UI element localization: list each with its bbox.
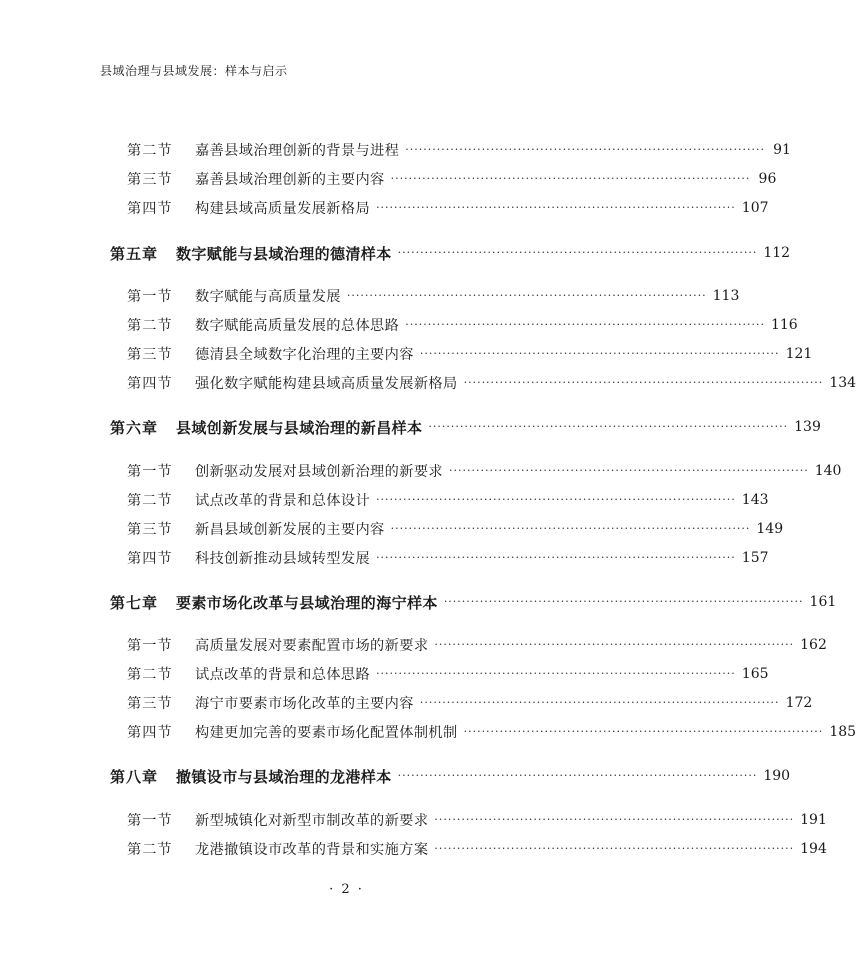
toc-entry-title: 嘉善县域治理创新的主要内容 bbox=[195, 172, 385, 188]
toc-entry-label: 第二节 bbox=[127, 493, 173, 509]
toc-entry[interactable] bbox=[127, 370, 856, 396]
dot-leader: ················································································ bbox=[428, 420, 789, 433]
toc-chapter[interactable] bbox=[110, 763, 791, 789]
toc-entry[interactable] bbox=[127, 516, 784, 542]
toc-entry[interactable] bbox=[127, 283, 740, 309]
dot-leader: ················································································ bbox=[419, 696, 780, 709]
toc-entry[interactable] bbox=[127, 458, 842, 484]
toc-chapter-title: 数字赋能与县域治理的德清样本 bbox=[176, 244, 392, 263]
toc-entry-label: 第二节 bbox=[127, 667, 173, 683]
toc-entry-label: 第四节 bbox=[127, 201, 173, 217]
toc-entry-title: 德清县全域数字化治理的主要内容 bbox=[195, 347, 414, 363]
toc-entry-title: 高质量发展对要素配置市场的新要求 bbox=[195, 638, 429, 654]
toc-entry[interactable] bbox=[127, 719, 856, 745]
running-header: 县域治理与县域发展：样本与启示 bbox=[100, 64, 288, 78]
toc-entry-page: 157 bbox=[741, 550, 769, 566]
toc-entry-title: 数字赋能高质量发展的总体思路 bbox=[195, 318, 400, 334]
toc-entry-title: 构建县域高质量发展新格局 bbox=[195, 201, 371, 217]
dot-leader: ················································································ bbox=[405, 318, 765, 331]
toc-entry-label: 第四节 bbox=[127, 551, 173, 567]
toc-entry[interactable] bbox=[127, 807, 827, 833]
dot-leader: ················································································ bbox=[397, 246, 758, 259]
toc-chapter-label: 第七章 bbox=[110, 593, 159, 612]
toc-entry-label: 第四节 bbox=[127, 376, 173, 392]
toc-chapter[interactable] bbox=[110, 240, 791, 266]
toc-chapter-page: 190 bbox=[763, 768, 791, 784]
toc-entry-page: 113 bbox=[712, 288, 740, 304]
toc-entry[interactable] bbox=[127, 632, 827, 658]
dot-leader: ················································································ bbox=[397, 769, 758, 782]
toc-entry-title: 强化数字赋能构建县域高质量发展新格局 bbox=[195, 376, 458, 392]
toc-entry-page: 149 bbox=[756, 521, 784, 537]
toc-entry-page: 134 bbox=[829, 375, 856, 391]
dot-leader: ················································································ bbox=[390, 172, 751, 185]
toc-entry-page: 194 bbox=[800, 841, 827, 857]
toc-chapter-title: 要素市场化改革与县域治理的海宁样本 bbox=[176, 593, 438, 612]
toc-chapter[interactable] bbox=[110, 589, 837, 615]
toc-entry[interactable] bbox=[127, 341, 813, 367]
dot-leader: ················································································ bbox=[346, 289, 707, 302]
dot-leader: ················································································ bbox=[376, 201, 736, 214]
toc-entry-title: 数字赋能与高质量发展 bbox=[195, 289, 341, 305]
toc-entry-page: 140 bbox=[814, 463, 842, 479]
dot-leader: ················································································ bbox=[419, 347, 780, 360]
dot-leader: ················································································ bbox=[449, 464, 809, 477]
toc-chapter-page: 112 bbox=[763, 245, 791, 261]
toc-entry-title: 龙港撤镇设市改革的背景和实施方案 bbox=[195, 842, 429, 858]
toc-entry[interactable] bbox=[127, 690, 813, 716]
toc-entry[interactable] bbox=[127, 487, 769, 513]
dot-leader: ················································································ bbox=[405, 143, 765, 156]
toc-chapter-page: 161 bbox=[809, 594, 837, 610]
toc-entry[interactable] bbox=[127, 312, 798, 338]
toc-entry-label: 第三节 bbox=[127, 522, 173, 538]
dot-leader: ················································································ bbox=[376, 667, 736, 680]
toc-entry-label: 第三节 bbox=[127, 347, 173, 363]
toc-entry-page: 107 bbox=[741, 200, 769, 216]
dot-leader: ················································································ bbox=[434, 638, 795, 651]
toc-entry-label: 第一节 bbox=[127, 464, 173, 480]
toc-entry[interactable] bbox=[127, 166, 777, 192]
toc-chapter-page: 139 bbox=[794, 419, 821, 435]
toc-entry-label: 第二节 bbox=[127, 842, 173, 858]
dot-leader: ················································································ bbox=[443, 595, 804, 608]
toc-entry-title: 新型城镇化对新型市制改革的新要求 bbox=[195, 813, 429, 829]
dot-leader: ················································································ bbox=[463, 376, 824, 389]
toc-entry-label: 第三节 bbox=[127, 696, 173, 712]
toc-entry[interactable] bbox=[127, 836, 827, 862]
toc-chapter-label: 第六章 bbox=[110, 418, 159, 437]
dot-leader: ················································································ bbox=[463, 725, 824, 738]
toc-entry-title: 嘉善县域治理创新的背景与进程 bbox=[195, 143, 400, 159]
toc-entry-page: 143 bbox=[741, 492, 769, 508]
toc-entry-title: 新昌县域创新发展的主要内容 bbox=[195, 522, 385, 538]
toc-entry-title: 试点改革的背景和总体设计 bbox=[195, 493, 371, 509]
toc-entry-title: 科技创新推动县域转型发展 bbox=[195, 551, 371, 567]
toc-entry[interactable] bbox=[127, 661, 769, 687]
toc-entry-label: 第四节 bbox=[127, 725, 173, 741]
toc-entry[interactable] bbox=[127, 195, 769, 221]
toc-entry-label: 第二节 bbox=[127, 318, 173, 334]
toc-entry-page: 185 bbox=[829, 724, 856, 740]
toc-entry-label: 第二节 bbox=[127, 143, 173, 159]
toc-chapter-title: 县域创新发展与县域治理的新昌样本 bbox=[176, 418, 423, 437]
toc-entry-title: 海宁市要素市场化改革的主要内容 bbox=[195, 696, 414, 712]
toc-entry-page: 165 bbox=[741, 666, 769, 682]
toc-entry-page: 91 bbox=[773, 142, 791, 158]
dot-leader: ················································································ bbox=[376, 493, 736, 506]
toc-chapter-label: 第五章 bbox=[110, 244, 159, 263]
toc-entry-page: 116 bbox=[770, 317, 798, 333]
toc-entry-page: 191 bbox=[800, 812, 827, 828]
toc-entry-label: 第一节 bbox=[127, 813, 173, 829]
toc-entry-page: 121 bbox=[785, 346, 813, 362]
toc-chapter-label: 第八章 bbox=[110, 767, 159, 786]
dot-leader: ················································································ bbox=[434, 842, 795, 855]
dot-leader: ················································································ bbox=[390, 522, 751, 535]
toc-chapter[interactable] bbox=[110, 414, 821, 440]
toc-entry[interactable] bbox=[127, 137, 791, 163]
dot-leader: ················································································ bbox=[434, 813, 795, 826]
page-number: · 2 · bbox=[329, 882, 364, 897]
toc-entry-label: 第三节 bbox=[127, 172, 173, 188]
toc-entry-page: 162 bbox=[800, 637, 827, 653]
toc-chapter-title: 撤镇设市与县域治理的龙港样本 bbox=[176, 767, 392, 786]
toc-entry-label: 第一节 bbox=[127, 638, 173, 654]
toc-entry-page: 172 bbox=[785, 695, 813, 711]
toc-entry-title: 构建更加完善的要素市场化配置体制机制 bbox=[195, 725, 458, 741]
dot-leader: ················································································ bbox=[376, 551, 736, 564]
toc-entry[interactable] bbox=[127, 545, 769, 571]
toc-entry-page: 96 bbox=[758, 171, 777, 187]
toc-entry-title: 创新驱动发展对县域创新治理的新要求 bbox=[195, 464, 443, 480]
toc-entry-title: 试点改革的背景和总体思路 bbox=[195, 667, 371, 683]
toc-entry-label: 第一节 bbox=[127, 289, 173, 305]
